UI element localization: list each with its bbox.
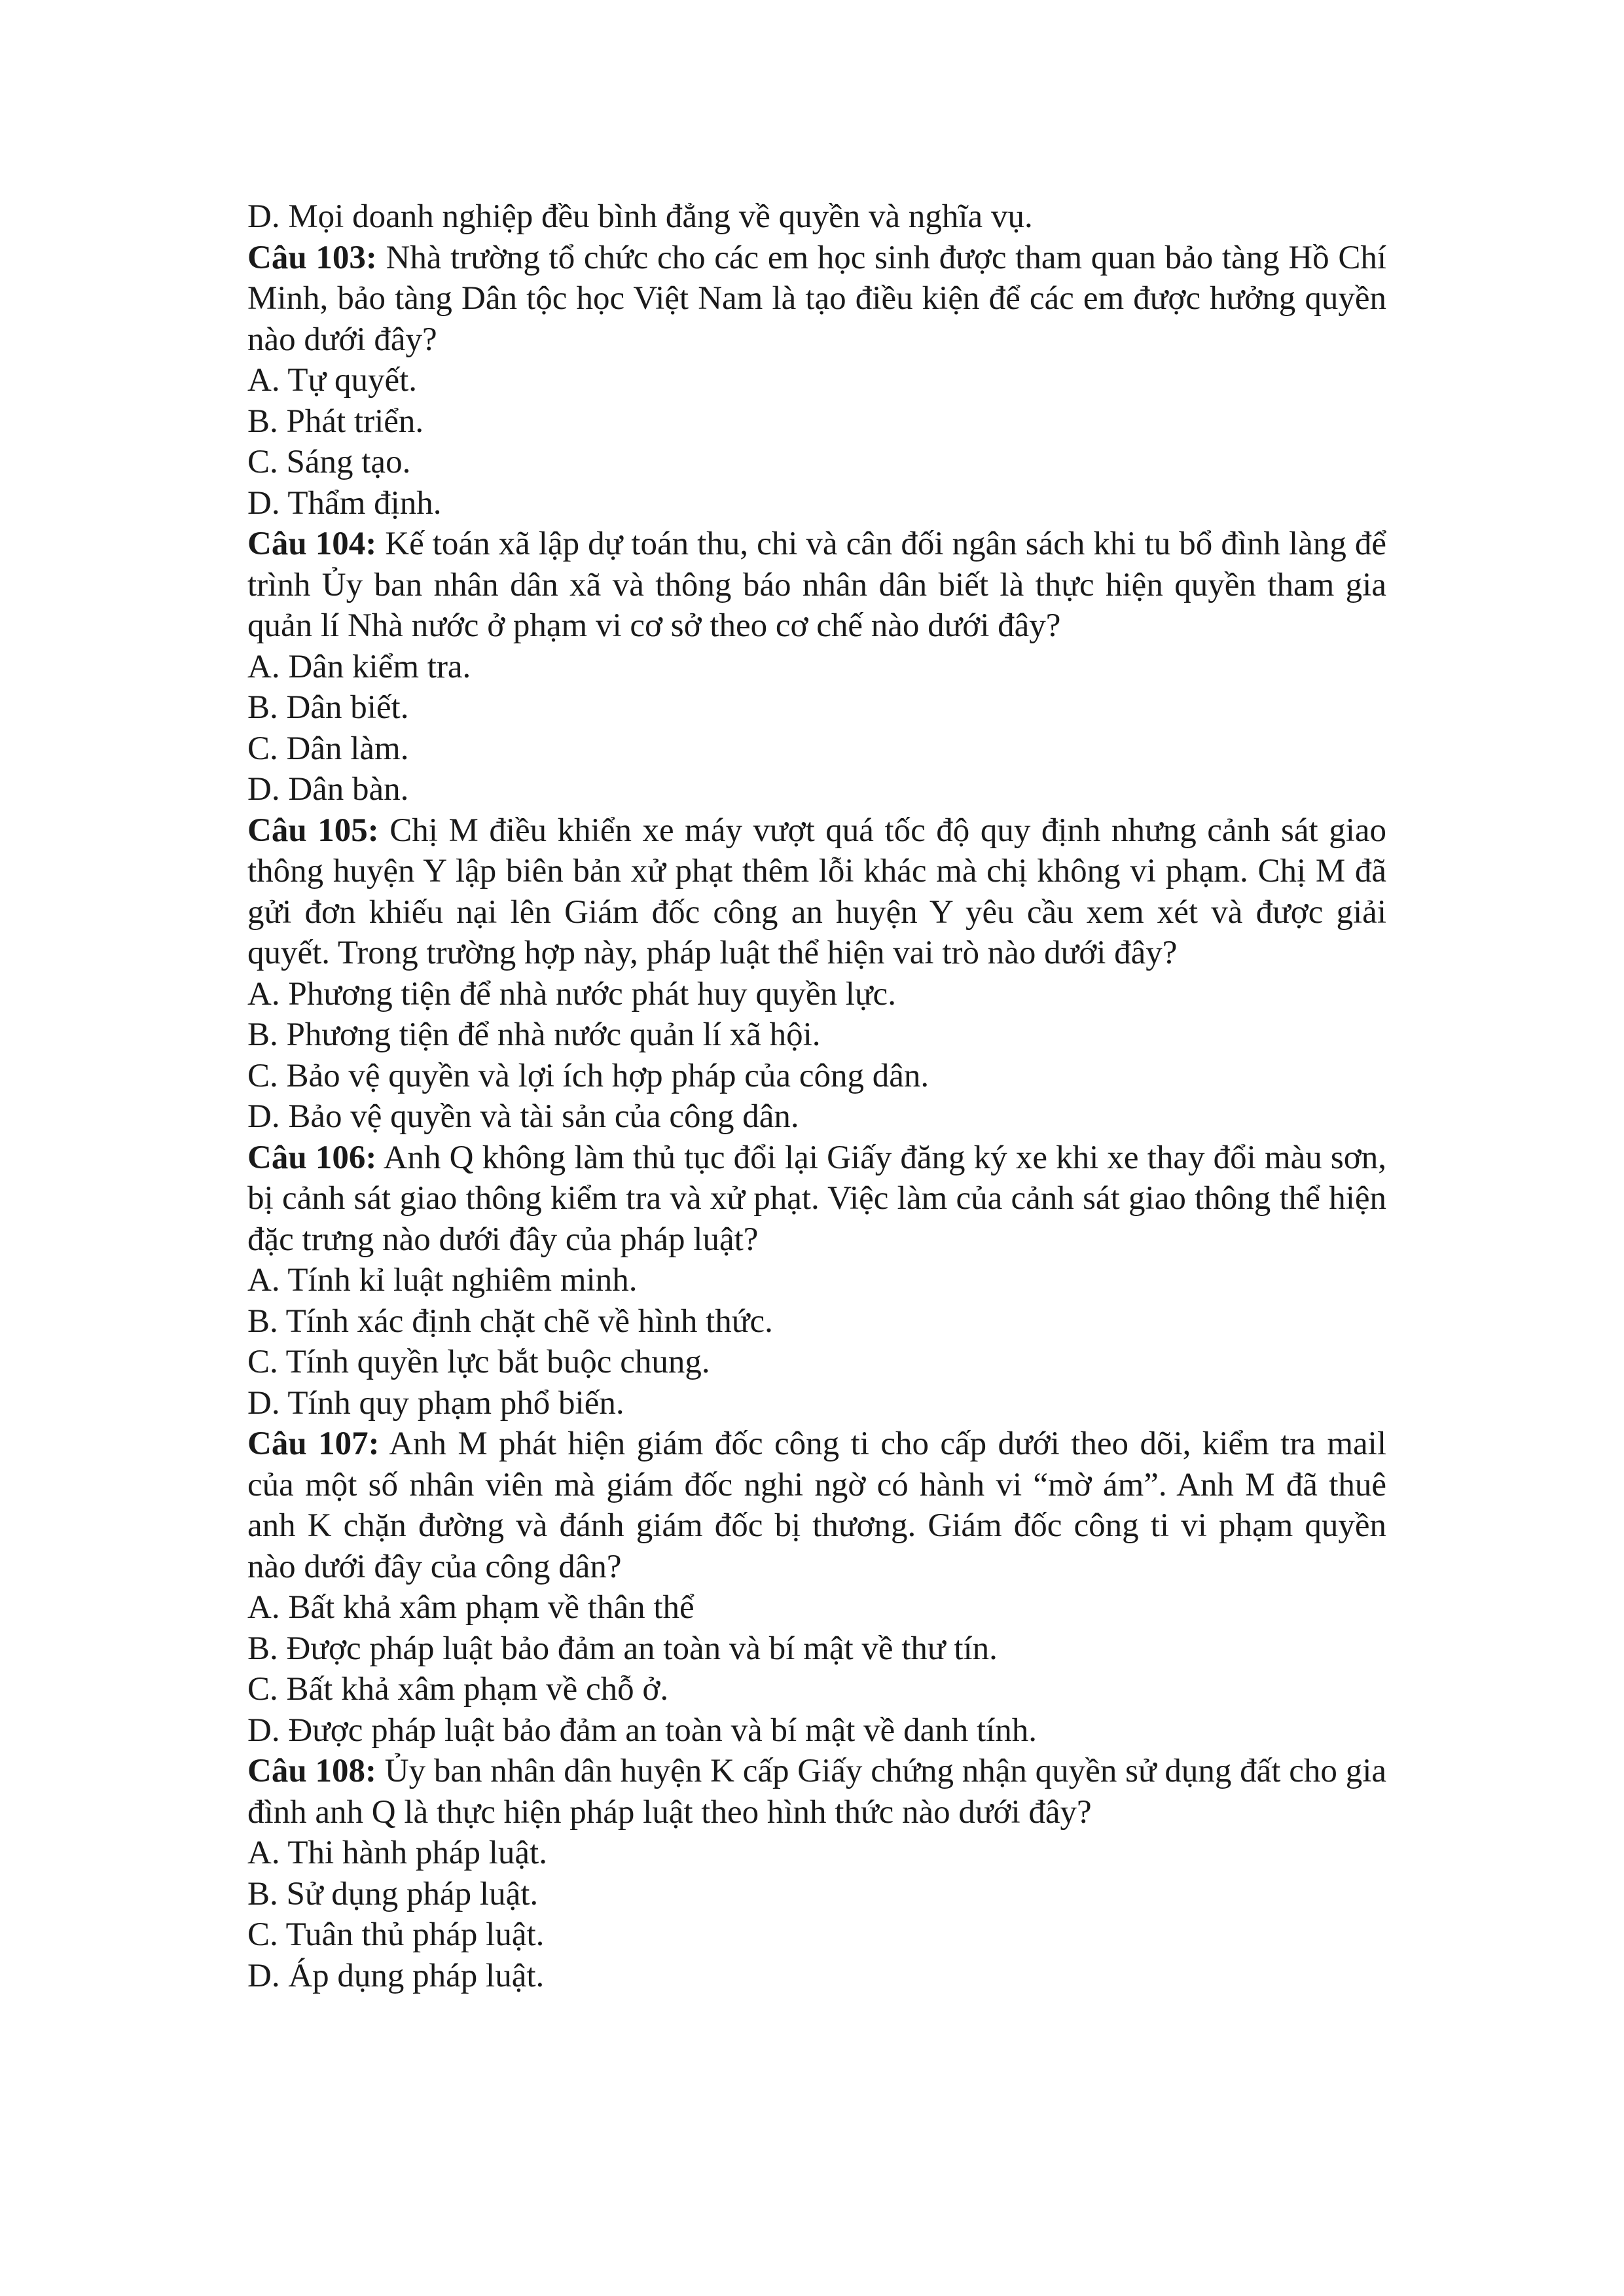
question-label: Câu 103: <box>247 239 377 276</box>
question-label: Câu 108: <box>247 1753 376 1789</box>
option-c: C. Bảo vệ quyền và lợi ích hợp pháp của công dân. <box>247 1057 929 1094</box>
question-108 <box>247 1751 1386 1996</box>
question-label: Câu 107: <box>247 1426 380 1462</box>
option-a: A. Dân kiểm tra. <box>247 648 471 685</box>
question-label: Câu 104: <box>247 526 377 562</box>
option-d: D. Dân bàn. <box>247 771 409 808</box>
option-b: B. Được pháp luật bảo đảm an toàn và bí mật về thư tín. <box>247 1630 998 1667</box>
question-text: Anh M phát hiện giám đốc công ti cho cấp dưới theo dõi, kiểm tra mail của một số nhân viên mà giám đốc nghi ngờ có hành vi “mờ ám”. Anh M đã thuê anh K chặn đường và đánh giám đốc bị thương. Giám đốc công ti vi phạm quyền nào dưới đây của công dân? <box>247 1426 1386 1585</box>
top-option-line: D. Mọi doanh nghiệp đều bình đẳng về quyền và nghĩa vụ. <box>247 198 1033 235</box>
option-c: C. Bất khả xâm phạm về chỗ ở. <box>247 1671 669 1708</box>
question-stem <box>247 1424 1386 1587</box>
option-b: B. Dân biết. <box>247 689 409 726</box>
option-d: D. Bảo vệ quyền và tài sản của công dân. <box>247 1098 799 1135</box>
option-b: B. Phương tiện để nhà nước quản lí xã hội. <box>247 1016 821 1053</box>
option-d: D. Được pháp luật bảo đảm an toàn và bí mật về danh tính. <box>247 1712 1038 1749</box>
question-106 <box>247 1138 1386 1424</box>
question-text: Ủy ban nhân dân huyện K cấp Giấy chứng nhận quyền sử dụng đất cho gia đình anh Q là thực hiện pháp luật theo hình thức nào dưới đây? <box>247 1753 1386 1831</box>
option-d: D. Áp dụng pháp luật. <box>247 1957 545 1994</box>
question-stem <box>247 524 1386 647</box>
question-stem <box>247 1138 1386 1261</box>
option-a: A. Phương tiện để nhà nước phát huy quyền lực. <box>247 975 896 1013</box>
option-d: D. Tính quy phạm phổ biến. <box>247 1384 624 1422</box>
question-text: Anh Q không làm thủ tục đổi lại Giấy đăng ký xe khi xe thay đổi màu sơn, bị cảnh sát giao thông kiểm tra và xử phạt. Việc làm của cảnh sát giao thông thể hiện đặc trưng nào dưới đây của pháp luật? <box>247 1139 1386 1258</box>
question-stem <box>247 810 1386 974</box>
question-stem <box>247 238 1386 361</box>
option-c: C. Sáng tạo. <box>247 444 411 480</box>
option-c: C. Tính quyền lực bắt buộc chung. <box>247 1344 710 1380</box>
option-b: B. Sử dụng pháp luật. <box>247 1875 539 1912</box>
option-a: A. Tự quyết. <box>247 362 418 399</box>
question-104 <box>247 524 1386 810</box>
question-103 <box>247 238 1386 524</box>
option-a: A. Bất khả xâm phạm về thân thể <box>247 1589 695 1626</box>
option-c: C. Dân làm. <box>247 730 409 767</box>
option-a: A. Thi hành pháp luật. <box>247 1835 547 1871</box>
option-c: C. Tuân thủ pháp luật. <box>247 1916 545 1953</box>
option-a: A. Tính kỉ luật nghiêm minh. <box>247 1262 638 1299</box>
question-105 <box>247 810 1386 1138</box>
document-page <box>247 196 1386 1996</box>
question-107 <box>247 1424 1386 1751</box>
question-label: Câu 106: <box>247 1139 377 1176</box>
option-b: B. Tính xác định chặt chẽ về hình thức. <box>247 1302 773 1340</box>
question-text: Chị M điều khiển xe máy vượt quá tốc độ quy định nhưng cảnh sát giao thông huyện Y lập biên bản xử phạt thêm lỗi khác mà chị không vi phạm. Chị M đã gửi đơn khiếu nại lên Giám đốc công an huyện Y yêu cầu xem xét và được giải quyết. Trong trường hợp này, pháp luật thể hiện vai trò nào dưới đây? <box>247 812 1387 971</box>
option-d: D. Thẩm định. <box>247 484 442 522</box>
question-text: Kế toán xã lập dự toán thu, chi và cân đối ngân sách khi tu bổ đình làng để trình Ủy ban nhân dân xã và thông báo nhân dân biết là thực hiện quyền tham gia quản lí Nhà nước ở phạm vi cơ sở theo cơ chế nào dưới đây? <box>247 526 1387 644</box>
question-label: Câu 105: <box>247 812 379 849</box>
question-stem <box>247 1751 1386 1833</box>
option-b: B. Phát triển. <box>247 403 424 440</box>
question-text: Nhà trường tổ chức cho các em học sinh được tham quan bảo tàng Hồ Chí Minh, bảo tàng Dân tộc học Việt Nam là tạo điều kiện để các em được hưởng quyền nào dưới đây? <box>247 239 1387 358</box>
